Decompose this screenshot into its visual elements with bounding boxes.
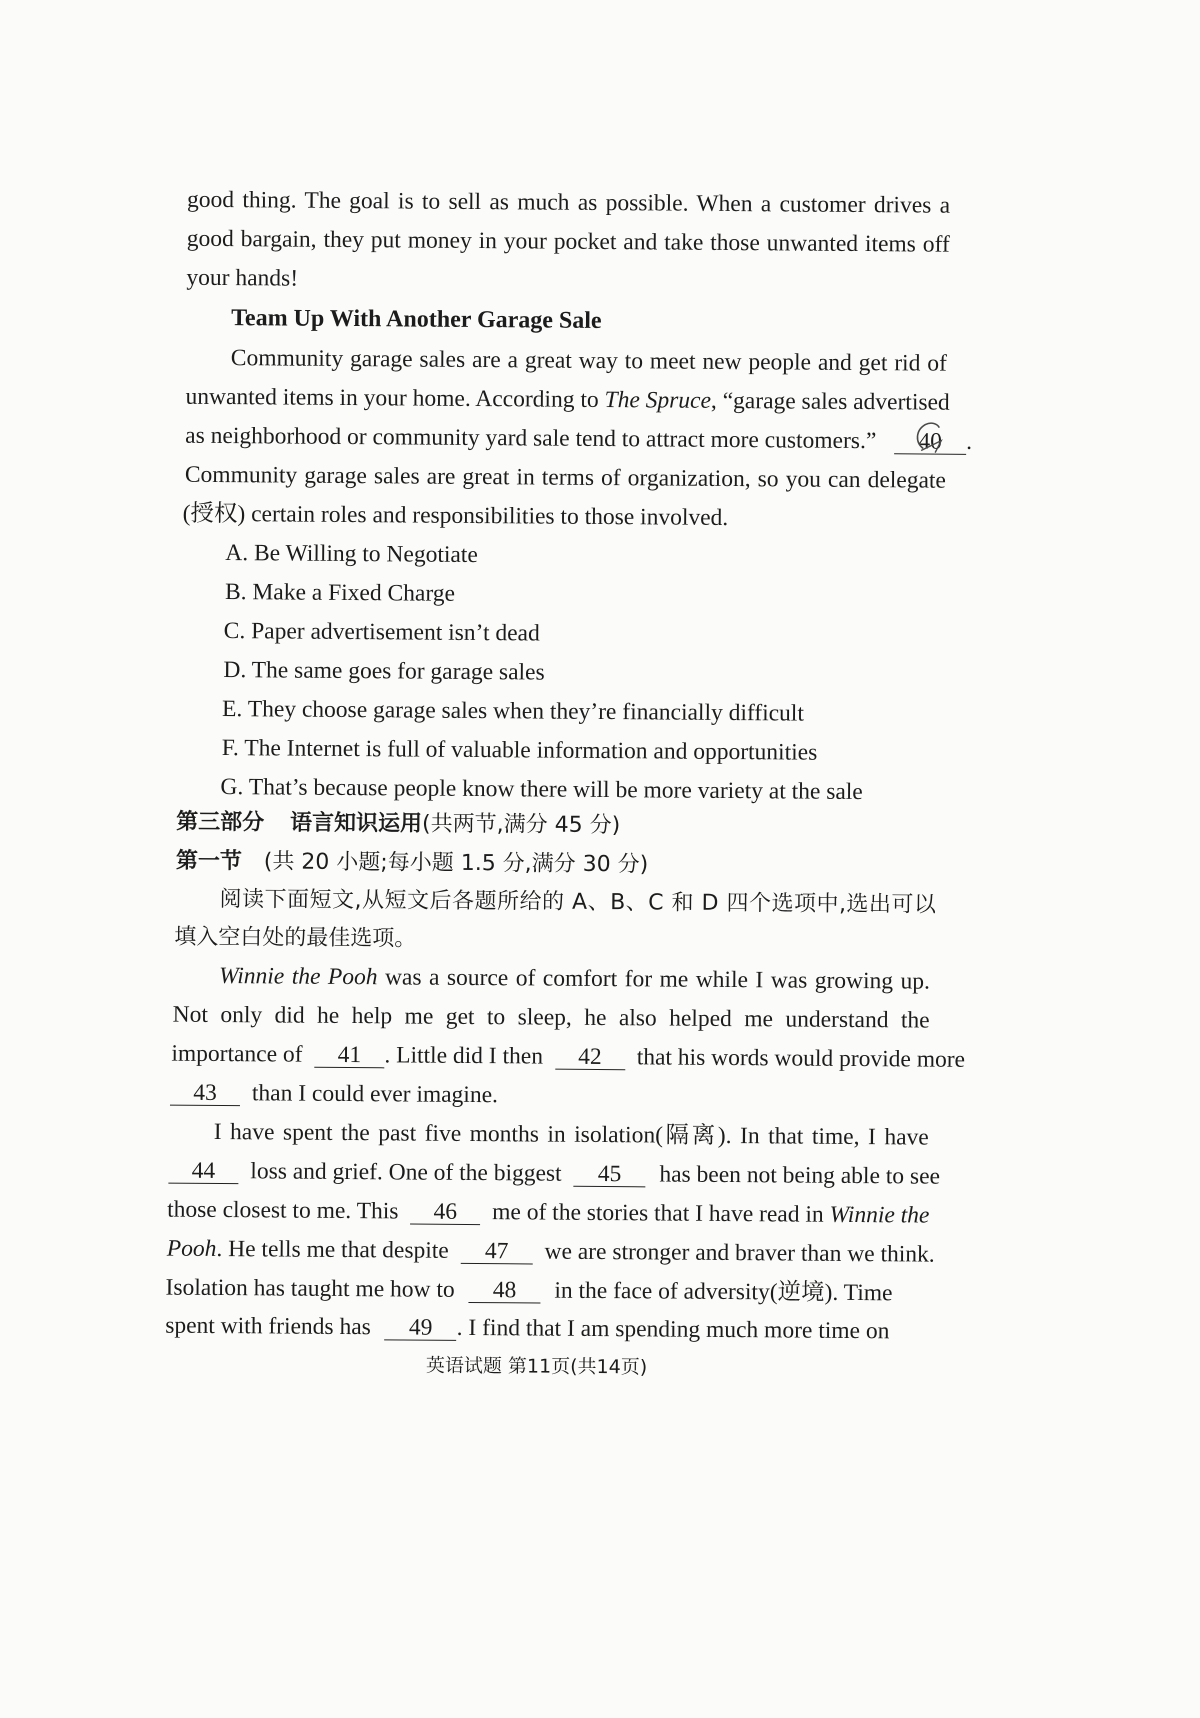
text-run: has been not being able to see bbox=[659, 1161, 941, 1190]
answer-blank-41[interactable]: 41 bbox=[314, 1043, 384, 1069]
text-run: that his words would provide more bbox=[636, 1044, 966, 1073]
pencil-mark bbox=[901, 412, 961, 462]
text-run: spent with friends has bbox=[165, 1312, 371, 1341]
answer-blank-49[interactable]: 49 bbox=[385, 1315, 457, 1341]
answer-blank-44[interactable]: 44 bbox=[168, 1159, 238, 1185]
text-run: . Little did I then bbox=[384, 1042, 544, 1070]
passage-line: good thing. The goal is to sell as much as possible. When a customer drives a bbox=[186, 186, 951, 219]
text-run: in the face of adversity(逆境). Time bbox=[554, 1277, 893, 1307]
part-subtitle: 语言知识运用 bbox=[289, 810, 423, 837]
cloze-line bbox=[171, 1039, 965, 1075]
answer-blank-42[interactable]: 42 bbox=[555, 1045, 625, 1071]
paragraph-line bbox=[185, 382, 950, 418]
section-title: 第一节 bbox=[175, 848, 243, 875]
answer-blank-47[interactable]: 47 bbox=[461, 1239, 533, 1265]
text-run: unwanted items in your home. According to bbox=[185, 383, 605, 414]
text-run: as neighborhood or community yard sale tend to attract more customers.” bbox=[185, 422, 877, 455]
answer-blank-43[interactable]: 43 bbox=[170, 1081, 240, 1107]
cloze-line: I have spent the past five months in isolation(隔离). In that time, I have bbox=[213, 1118, 929, 1151]
answer-blank-48[interactable]: 48 bbox=[468, 1278, 540, 1304]
answer-blank-46[interactable]: 46 bbox=[410, 1200, 480, 1226]
book-title: Pooh bbox=[166, 1235, 217, 1262]
text-run: loss and grief. One of the biggest bbox=[250, 1158, 562, 1187]
cloze-line: Not only did he help me get to sleep, he also helped me understand the bbox=[172, 1001, 930, 1034]
option-g: G. That’s because people know there will be more variety at the sale bbox=[220, 774, 863, 806]
section-heading bbox=[176, 846, 649, 881]
text-run: . bbox=[966, 428, 973, 455]
paragraph-line bbox=[185, 421, 972, 457]
source-name: The Spruce bbox=[604, 387, 712, 414]
text-run: we are stronger and braver than we think. bbox=[544, 1238, 935, 1268]
text-run: , “garage sales advertised bbox=[710, 387, 950, 416]
text-run: . He tells me that despite bbox=[216, 1236, 449, 1264]
text-run: Isolation has taught me how to bbox=[165, 1274, 455, 1303]
part-note: (共两节,满分 45 分) bbox=[422, 811, 621, 839]
cloze-line bbox=[165, 1311, 889, 1347]
option-b: B. Make a Fixed Charge bbox=[224, 579, 456, 607]
cloze-line bbox=[167, 1234, 935, 1270]
paragraph-line: Community garage sales are great in terms of organization, so you can delegate bbox=[184, 461, 947, 494]
paragraph-line: (授权) certain roles and responsibilities to those involved. bbox=[182, 500, 729, 531]
cloze-line bbox=[170, 1078, 498, 1111]
option-c: C. Paper advertisement isn’t dead bbox=[223, 618, 540, 647]
text-run: was a source of comfort for me while I was growing up. bbox=[377, 964, 931, 995]
option-a: A. Be Willing to Negotiate bbox=[225, 540, 478, 569]
section-note: (共 20 小题;每小题 1.5 分,满分 30 分) bbox=[263, 849, 649, 878]
option-f: F. The Internet is full of valuable information and opportunities bbox=[221, 735, 818, 766]
text-run: me of the stories that I have read in bbox=[492, 1199, 824, 1228]
page-footer: 英语试题 第11页(共14页) bbox=[425, 1354, 648, 1379]
answer-blank-40[interactable]: 40 bbox=[894, 429, 966, 455]
cloze-line bbox=[168, 1156, 940, 1192]
part-heading bbox=[176, 807, 620, 841]
option-d: D. The same goes for garage sales bbox=[223, 657, 545, 686]
section-heading: Team Up With Another Garage Sale bbox=[231, 305, 602, 334]
cloze-line bbox=[219, 961, 930, 997]
instruction-line: 填入空白处的最佳选项。 bbox=[174, 924, 417, 952]
instruction-line: 阅读下面短文,从短文后各题所给的 A、B、C 和 D 四个选项中,选出可以 bbox=[219, 887, 937, 918]
passage-line: your hands! bbox=[186, 264, 299, 292]
text-run: than I could ever imagine. bbox=[251, 1080, 499, 1109]
book-title: Winnie the bbox=[829, 1201, 930, 1229]
cloze-line bbox=[165, 1273, 892, 1309]
part-title: 第三部分 bbox=[176, 809, 265, 836]
option-e: E. They choose garage sales when they’re financially difficult bbox=[221, 696, 805, 727]
text-run: . I find that I am spending much more time on bbox=[456, 1314, 890, 1345]
passage-line: good bargain, they put money in your pocket and take those unwanted items off bbox=[186, 225, 950, 258]
answer-blank-45[interactable]: 45 bbox=[573, 1162, 645, 1188]
paragraph-line: Community garage sales are a great way to meet new people and get rid of bbox=[230, 345, 947, 377]
text-run: those closest to me. This bbox=[167, 1196, 399, 1225]
cloze-line bbox=[167, 1195, 929, 1231]
book-title: Winnie the Pooh bbox=[218, 963, 378, 991]
text-run: importance of bbox=[171, 1040, 303, 1068]
